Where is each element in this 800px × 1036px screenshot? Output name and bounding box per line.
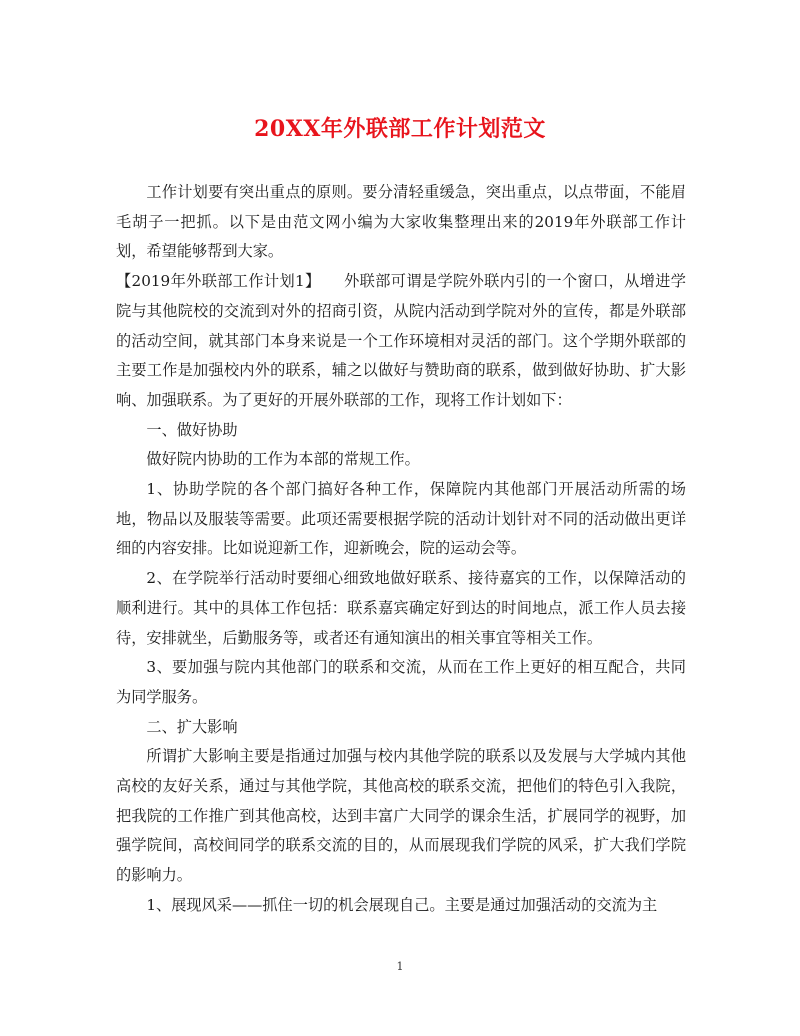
paragraph-plan-1: 【2019年外联部工作计划1】 外联部可谓是学院外联内引的一个窗口，从增进学院与其他院校的交流到对外的招商引资，从院内活动到学院对外的宣传，都是外联部的活动空间，就其部门本身来说是一个工作环境相对灵活的部门。这个学期外联部的主要工作是加强校内外的联系，辅之以做好与赞助商的联系，做到做好协助、扩大影响、加强联系。为了更好的开展外联部的工作，现将工作计划如下： bbox=[116, 272, 686, 409]
paragraph-intro: 工作计划要有突出重点的原则。要分清轻重缓急，突出重点，以点带面，不能眉毛胡子一把抓。以下是由范文网小编为大家收集整理出来的2019年外联部工作计划，希望能够帮到大家。 bbox=[116, 183, 686, 261]
paragraph-influence-item-1: 1、展现风采——抓住一切的机会展现自己。主要是通过加强活动的交流为主 bbox=[146, 895, 658, 914]
document-title: 20XX年外联部工作计划范文 bbox=[254, 116, 546, 142]
section-heading-assist: 一、做好协助 bbox=[146, 420, 238, 439]
page-number: 1 bbox=[396, 960, 404, 973]
paragraph-assist-item-3: 3、要加强与院内其他部门的联系和交流，从而在工作上更好的相互配合，共同为同学服务。 bbox=[116, 658, 686, 706]
paragraph-assist-item-2: 2、在学院举行活动时要细心细致地做好联系、接待嘉宾的工作，以保障活动的顺利进行。其中的具体工作包括：联系嘉宾确定好到达的时间地点，派工作人员去接待，安排就坐，后勤服务等，或者还有通知演出的相关事宜等相关工作。 bbox=[116, 569, 686, 647]
document-body bbox=[116, 178, 686, 921]
paragraph-assist-summary: 做好院内协助的工作为本部的常规工作。 bbox=[146, 450, 420, 469]
section-heading-influence: 二、扩大影响 bbox=[146, 717, 238, 736]
paragraph-influence-summary: 所谓扩大影响主要是指通过加强与校内其他学院的联系以及发展与大学城内其他高校的友好关系，通过与其他学院，其他高校的联系交流，把他们的特色引入我院，把我院的工作推广到其他高校，达到丰富广大同学的课余生活，扩展同学的视野，加强学院间，高校间同学的联系交流的目的，从而展现我们学院的风采，扩大我们学院的影响力。 bbox=[116, 747, 686, 885]
paragraph-assist-item-1: 1、协助学院的各个部门搞好各种工作，保障院内其他部门开展活动所需的场地，物品以及服装等需要。此项还需要根据学院的活动计划针对不同的活动做出更详细的内容安排。比如说迎新工作，迎新晚会，院的运动会等。 bbox=[116, 480, 686, 558]
